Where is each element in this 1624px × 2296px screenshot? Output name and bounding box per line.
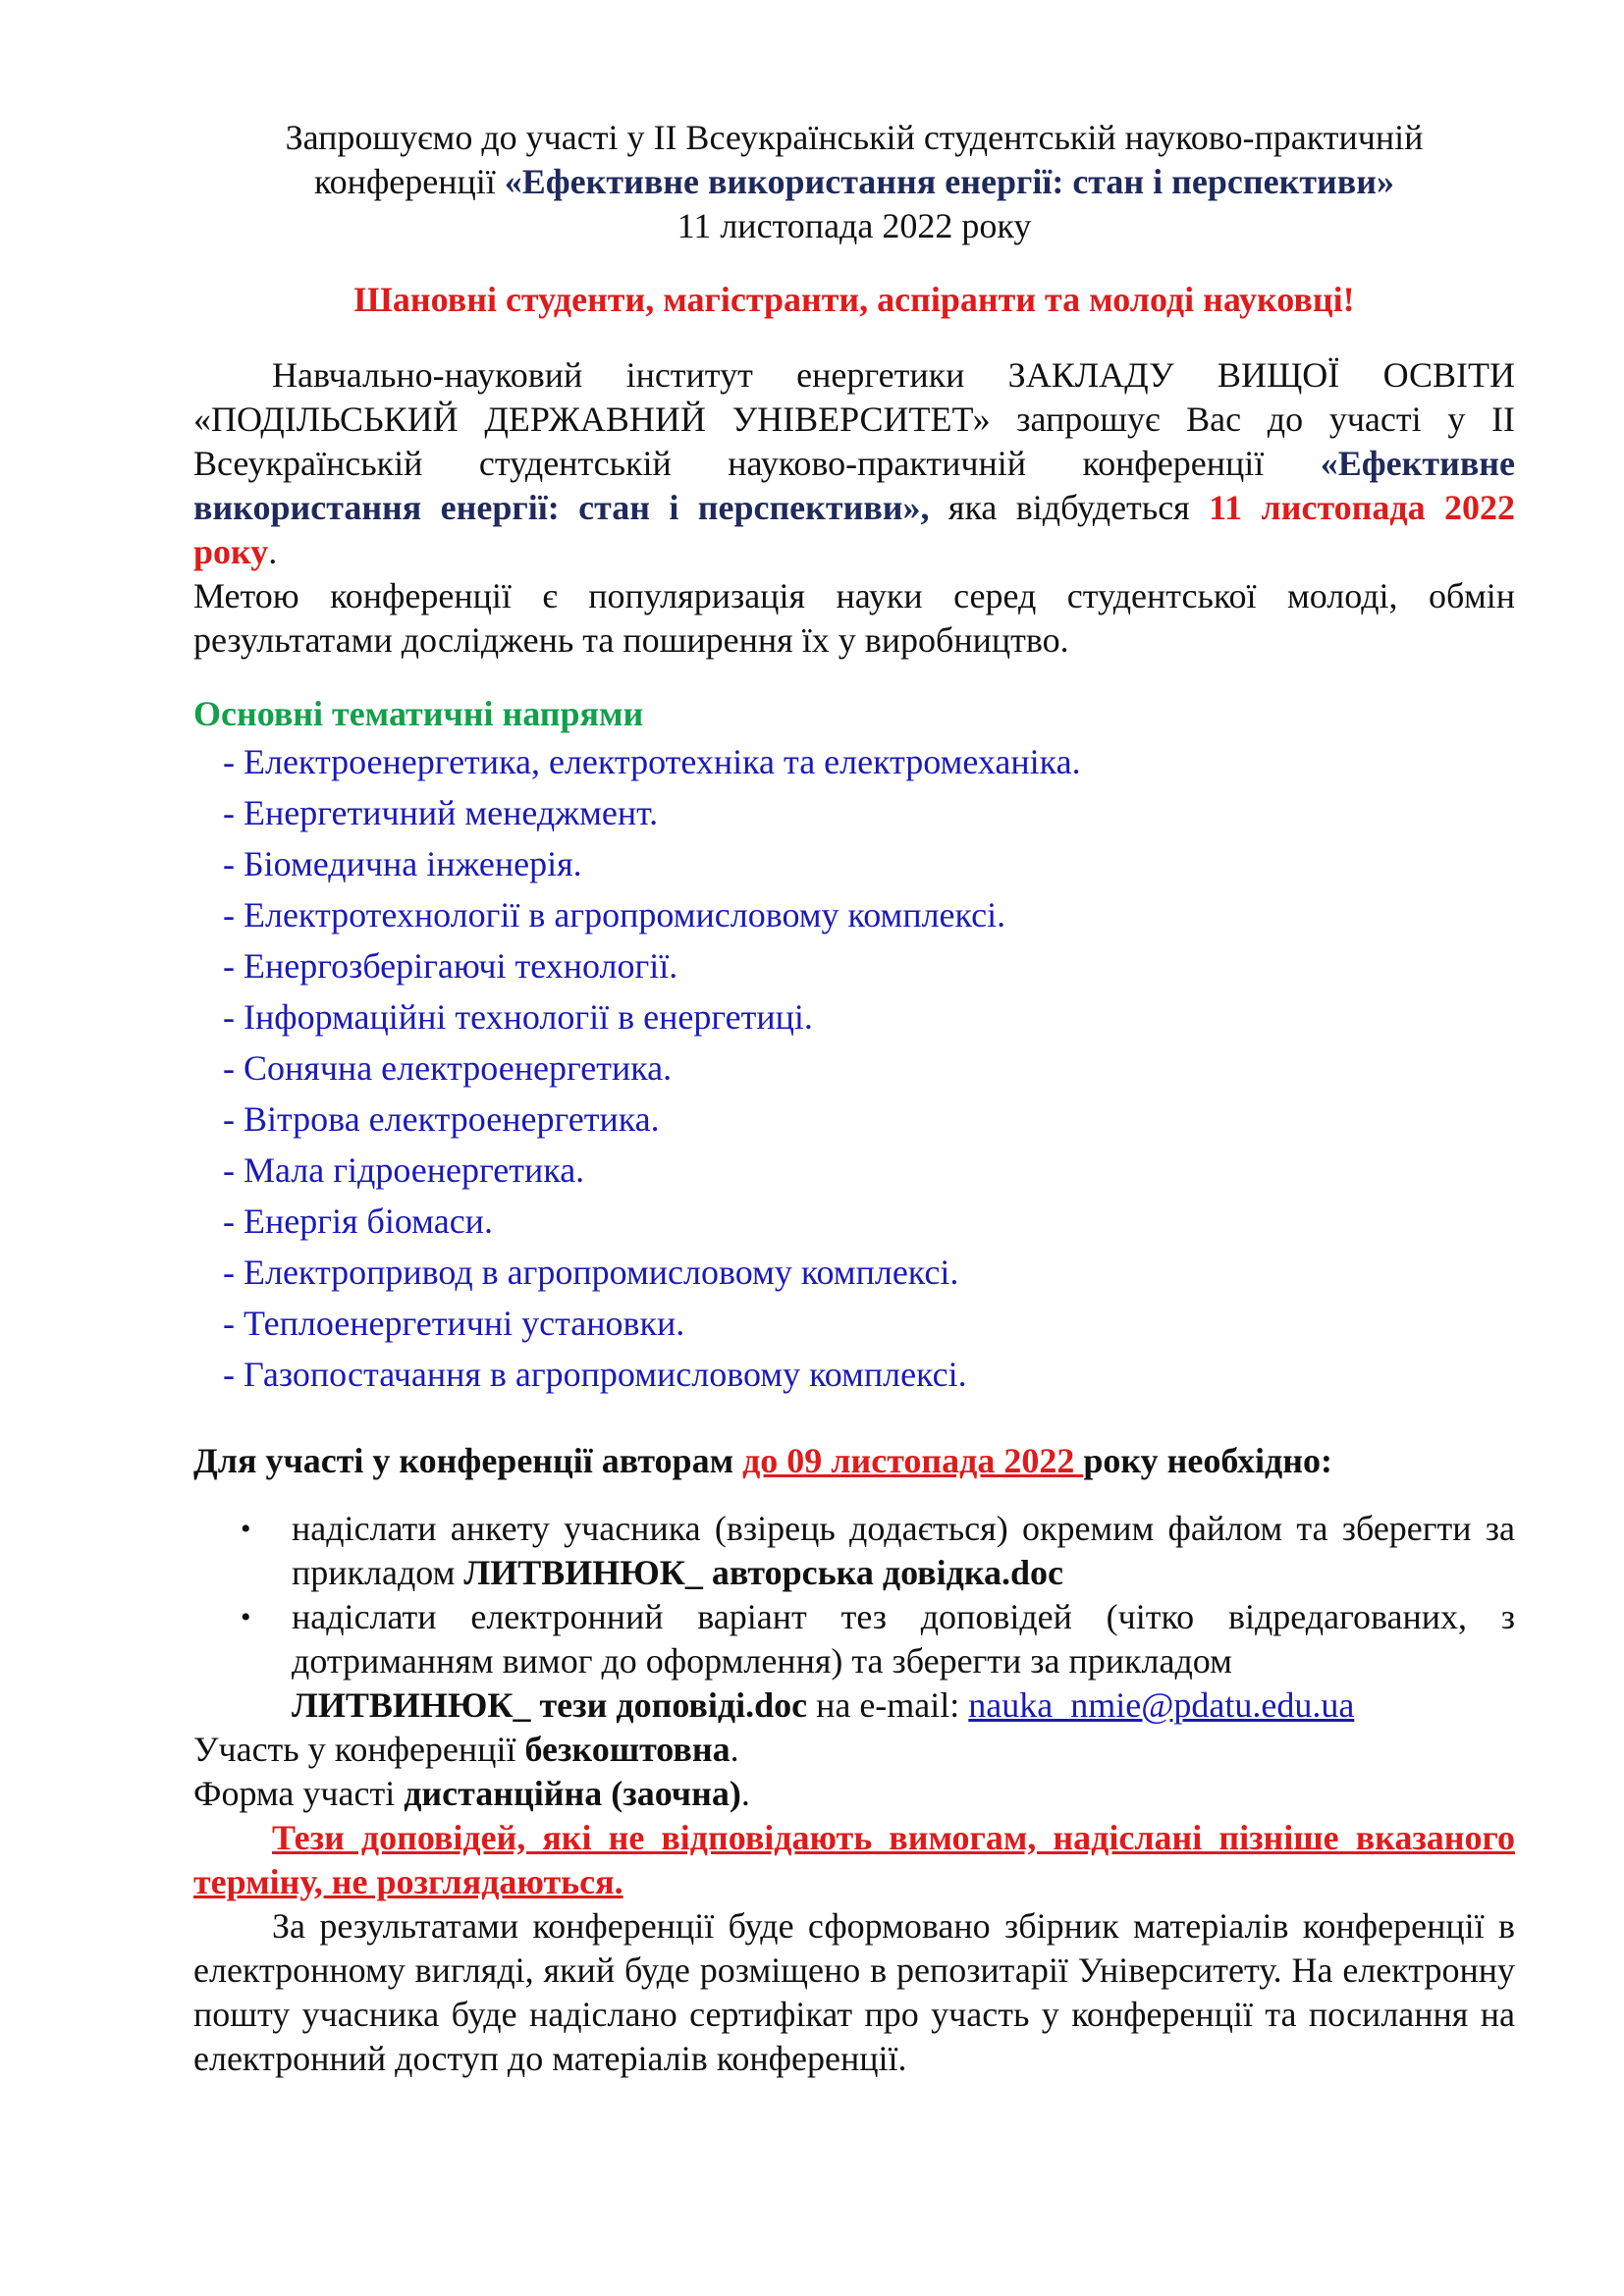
invitation-header xyxy=(193,116,1515,248)
topic-item: - Електротехнології в агропромисловому комплексі. xyxy=(223,895,1006,934)
topic-item: - Теплоенергетичні установки. xyxy=(223,1304,685,1343)
fee-end: . xyxy=(730,1730,739,1769)
header-line-1: Запрошуємо до участі у ІІ Всеукраїнській студентській науково-практичній xyxy=(285,118,1424,157)
conference-title: «Ефективне використання енергії: стан і перспективи» xyxy=(504,162,1394,201)
topic-item: - Електропривод в агропромисловому комплексі. xyxy=(223,1253,959,1292)
requirements-list xyxy=(193,1507,1515,1728)
participation-deadline: до 09 листопада 2022 xyxy=(742,1441,1084,1480)
intro-paragraph xyxy=(193,353,1515,574)
goal-paragraph: Метою конференції є популяризація науки серед студентської молоді, обмін результатами досліджень та поширення їх у виробництво. xyxy=(193,576,1515,660)
requirement-item-1 xyxy=(292,1507,1515,1595)
topics-list xyxy=(223,736,1515,1400)
topic-item: - Електроенергетика, електротехніка та електромеханіка. xyxy=(223,742,1081,781)
requirement-2-mail-prefix: на e-mail: xyxy=(807,1685,969,1725)
intro-conference-title: «Ефективне використання енергії: стан і перспективи», xyxy=(193,444,1515,527)
fee-prefix: Участь у конференції xyxy=(193,1730,525,1769)
topic-item: - Газопостачання в агропромисловому комплексі. xyxy=(223,1355,967,1394)
requirement-1-filename: ЛИТВИНЮК_ авторська довідка.doc xyxy=(463,1553,1064,1592)
topic-item: - Біомедична інженерія. xyxy=(223,844,582,883)
requirement-2-text: надіслати електронний варіант тез доповідей (чітко відредагованих, з дотриманням вимог до оформлення) та зберегти за прикладом xyxy=(292,1597,1515,1681)
email-link[interactable]: nauka_nmie@pdatu.edu.ua xyxy=(968,1685,1355,1725)
topic-item: - Енергія біомаси. xyxy=(223,1201,493,1241)
form-end: . xyxy=(740,1774,750,1813)
requirement-1-text: надіслати анкету учасника (взірець додається) окремим файлом та зберегти за прикладом xyxy=(292,1509,1515,1592)
intro-end: . xyxy=(268,532,278,571)
topic-item: - Сонячна електроенергетика. xyxy=(223,1048,673,1088)
requirement-2-filename: ЛИТВИНЮК_ тези доповіді.doc xyxy=(292,1685,808,1725)
participation-suffix: року необхідно: xyxy=(1083,1441,1332,1480)
participation-line xyxy=(193,1439,1515,1483)
fee-line xyxy=(193,1728,1515,1772)
header-line-2 xyxy=(193,160,1515,204)
form-line xyxy=(193,1772,1515,1816)
topic-item: - Вітрова електроенергетика. xyxy=(223,1099,660,1139)
requirement-item-2 xyxy=(292,1595,1515,1728)
form-prefix: Форма участі xyxy=(193,1774,405,1813)
intro-text-2: яка відбудеться xyxy=(929,488,1210,527)
topic-item: - Енергозберігаючі технології. xyxy=(223,946,678,986)
participation-prefix: Для участі у конференції авторам xyxy=(193,1441,743,1480)
warning-notice: Тези доповідей, які не відповідають вимогам, надіслані пізніше вказаного терміну, не розглядаються. xyxy=(193,1818,1515,1901)
intro-date: 11 листопада 2022 року xyxy=(193,488,1516,571)
document-body xyxy=(193,116,1515,2081)
conference-date: 11 листопада 2022 року xyxy=(677,206,1032,245)
intro-text: Навчально-науковий інститут енергетики ЗАКЛАДУ ВИЩОЇ ОСВІТИ «ПОДІЛЬСЬКИЙ ДЕРЖАВНИЙ УНІВЕРСИТЕТ» запрошує Вас до участі у ІІ Всеукраїнській студентській науково-практичній конференції xyxy=(193,355,1515,483)
topic-item: - Мала гідроенергетика. xyxy=(223,1150,585,1190)
fee-value: безкоштовна xyxy=(524,1730,731,1769)
closing-paragraph: За результатами конференції буде сформовано збірник матеріалів конференції в електронному вигляді, який буде розміщено в репозитарії Університету. На електронну пошту учасника буде надіслано сертифікат про участь у конференції та посилання на електронний доступ до матеріалів конференції. xyxy=(193,1906,1515,2078)
topic-item: - Інформаційні технології в енергетиці. xyxy=(223,997,813,1037)
topic-item: - Енергетичний менеджмент. xyxy=(223,793,659,832)
greeting: Шановні студенти, магістранти, аспіранти та молоді науковці! xyxy=(353,280,1355,319)
header-line-2-prefix: конференції xyxy=(314,162,505,201)
topics-heading: Основні тематичні напрями xyxy=(193,694,644,733)
form-value: дистанційна (заочна) xyxy=(404,1774,741,1813)
